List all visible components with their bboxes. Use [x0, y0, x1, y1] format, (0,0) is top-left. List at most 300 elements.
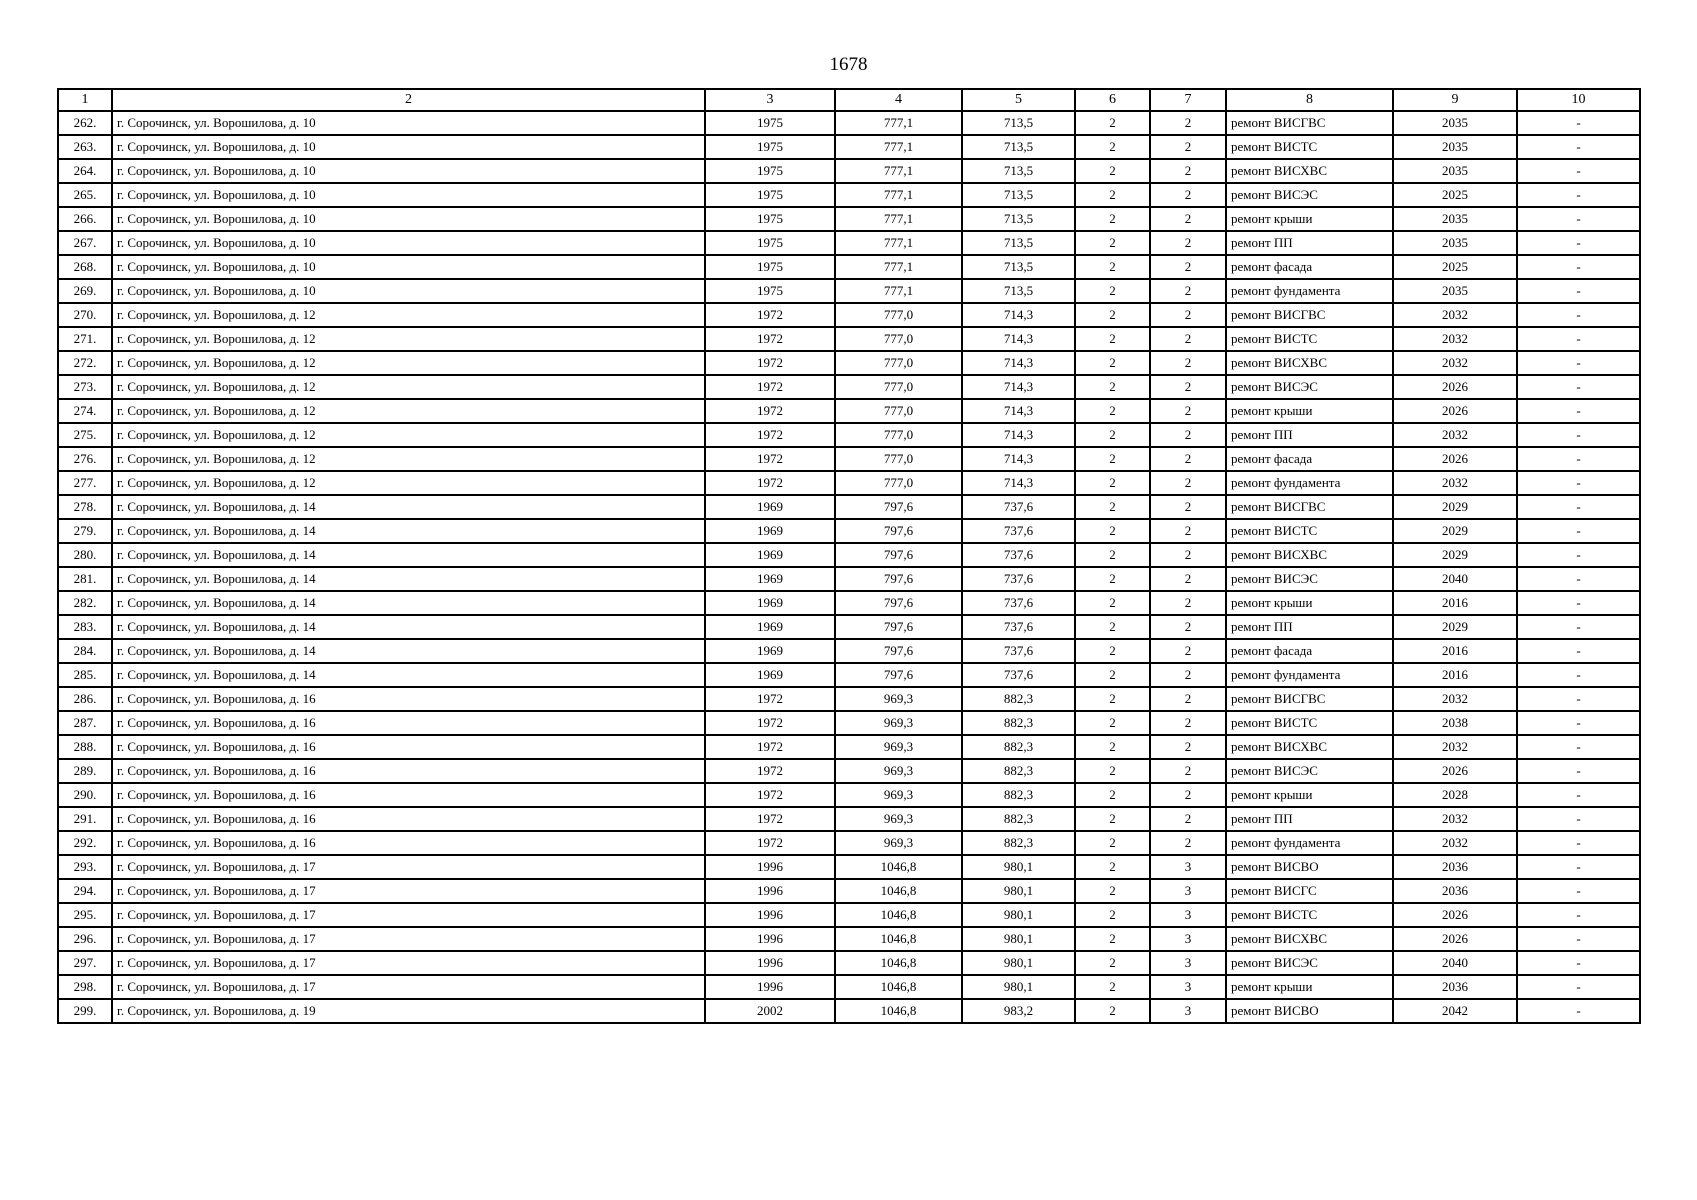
- table-row: [58, 831, 1640, 855]
- cell-col-7: 2: [1150, 351, 1226, 375]
- cell-address: г. Сорочинск, ул. Ворошилова, д. 10: [112, 159, 705, 183]
- table-row: [58, 135, 1640, 159]
- cell-col-10: -: [1517, 279, 1640, 303]
- cell-living-area: 713,5: [962, 255, 1075, 279]
- cell-col-7: 3: [1150, 975, 1226, 999]
- cell-col-10: -: [1517, 903, 1640, 927]
- cell-address: г. Сорочинск, ул. Ворошилова, д. 16: [112, 759, 705, 783]
- cell-total-area: 777,0: [835, 327, 962, 351]
- table-row: [58, 687, 1640, 711]
- cell-total-area: 777,0: [835, 471, 962, 495]
- cell-year-built: 1969: [705, 591, 835, 615]
- cell-living-area: 882,3: [962, 735, 1075, 759]
- table-row: [58, 711, 1640, 735]
- cell-address: г. Сорочинск, ул. Ворошилова, д. 16: [112, 807, 705, 831]
- cell-work-type: ремонт фундамента: [1226, 663, 1393, 687]
- cell-year-planned: 2029: [1393, 495, 1517, 519]
- cell-total-area: 969,3: [835, 735, 962, 759]
- cell-col-6: 2: [1075, 711, 1150, 735]
- cell-row-number: 293.: [58, 855, 112, 879]
- cell-year-planned: 2016: [1393, 663, 1517, 687]
- cell-total-area: 777,0: [835, 399, 962, 423]
- cell-address: г. Сорочинск, ул. Ворошилова, д. 12: [112, 399, 705, 423]
- cell-work-type: ремонт ВИСХВС: [1226, 159, 1393, 183]
- cell-address: г. Сорочинск, ул. Ворошилова, д. 14: [112, 543, 705, 567]
- cell-col-10: -: [1517, 831, 1640, 855]
- cell-work-type: ремонт фасада: [1226, 639, 1393, 663]
- page-number: 1678: [829, 54, 868, 75]
- cell-year-built: 1969: [705, 567, 835, 591]
- cell-total-area: 969,3: [835, 831, 962, 855]
- cell-year-planned: 2042: [1393, 999, 1517, 1023]
- cell-year-built: 1972: [705, 471, 835, 495]
- cell-year-built: 1972: [705, 759, 835, 783]
- cell-col-10: -: [1517, 399, 1640, 423]
- cell-col-6: 2: [1075, 567, 1150, 591]
- cell-work-type: ремонт ВИСХВС: [1226, 735, 1393, 759]
- cell-year-planned: 2029: [1393, 519, 1517, 543]
- cell-row-number: 266.: [58, 207, 112, 231]
- cell-col-6: 2: [1075, 279, 1150, 303]
- cell-year-planned: 2036: [1393, 975, 1517, 999]
- cell-row-number: 290.: [58, 783, 112, 807]
- cell-year-built: 1996: [705, 975, 835, 999]
- table-row: [58, 327, 1640, 351]
- cell-year-planned: 2035: [1393, 111, 1517, 135]
- cell-living-area: 882,3: [962, 711, 1075, 735]
- cell-living-area: 714,3: [962, 471, 1075, 495]
- cell-col-7: 2: [1150, 687, 1226, 711]
- cell-col-10: -: [1517, 135, 1640, 159]
- cell-row-number: 271.: [58, 327, 112, 351]
- cell-col-7: 3: [1150, 999, 1226, 1023]
- cell-work-type: ремонт ПП: [1226, 615, 1393, 639]
- column-header-7: 7: [1150, 89, 1226, 111]
- cell-work-type: ремонт ПП: [1226, 423, 1393, 447]
- cell-total-area: 797,6: [835, 591, 962, 615]
- cell-living-area: 714,3: [962, 303, 1075, 327]
- cell-row-number: 298.: [58, 975, 112, 999]
- cell-address: г. Сорочинск, ул. Ворошилова, д. 14: [112, 567, 705, 591]
- cell-col-10: -: [1517, 855, 1640, 879]
- cell-address: г. Сорочинск, ул. Ворошилова, д. 14: [112, 495, 705, 519]
- cell-living-area: 713,5: [962, 231, 1075, 255]
- cell-year-built: 1996: [705, 855, 835, 879]
- cell-col-7: 2: [1150, 519, 1226, 543]
- cell-col-6: 2: [1075, 207, 1150, 231]
- table-row: [58, 183, 1640, 207]
- column-header-2: 2: [112, 89, 705, 111]
- cell-total-area: 969,3: [835, 711, 962, 735]
- cell-work-type: ремонт крыши: [1226, 591, 1393, 615]
- cell-year-planned: 2035: [1393, 231, 1517, 255]
- cell-living-area: 737,6: [962, 519, 1075, 543]
- cell-work-type: ремонт крыши: [1226, 207, 1393, 231]
- cell-living-area: 714,3: [962, 423, 1075, 447]
- cell-year-built: 1972: [705, 447, 835, 471]
- header-row: [58, 89, 1640, 111]
- table-row: [58, 951, 1640, 975]
- cell-col-10: -: [1517, 327, 1640, 351]
- cell-col-6: 2: [1075, 615, 1150, 639]
- cell-address: г. Сорочинск, ул. Ворошилова, д. 12: [112, 303, 705, 327]
- cell-total-area: 969,3: [835, 759, 962, 783]
- cell-col-10: -: [1517, 231, 1640, 255]
- cell-col-7: 2: [1150, 399, 1226, 423]
- cell-col-10: -: [1517, 303, 1640, 327]
- table-row: [58, 639, 1640, 663]
- cell-total-area: 777,0: [835, 375, 962, 399]
- cell-total-area: 777,1: [835, 279, 962, 303]
- cell-address: г. Сорочинск, ул. Ворошилова, д. 17: [112, 951, 705, 975]
- cell-col-10: -: [1517, 735, 1640, 759]
- cell-total-area: 797,6: [835, 567, 962, 591]
- cell-work-type: ремонт фундамента: [1226, 471, 1393, 495]
- cell-work-type: ремонт ВИСХВС: [1226, 927, 1393, 951]
- column-header-5: 5: [962, 89, 1075, 111]
- cell-row-number: 262.: [58, 111, 112, 135]
- cell-living-area: 980,1: [962, 855, 1075, 879]
- cell-col-6: 2: [1075, 135, 1150, 159]
- cell-col-6: 2: [1075, 303, 1150, 327]
- cell-col-10: -: [1517, 519, 1640, 543]
- table-row: [58, 495, 1640, 519]
- cell-address: г. Сорочинск, ул. Ворошилова, д. 10: [112, 111, 705, 135]
- cell-year-planned: 2036: [1393, 855, 1517, 879]
- cell-year-planned: 2038: [1393, 711, 1517, 735]
- data-table: [57, 88, 1641, 1024]
- cell-col-7: 3: [1150, 903, 1226, 927]
- cell-living-area: 737,6: [962, 495, 1075, 519]
- cell-total-area: 1046,8: [835, 879, 962, 903]
- cell-col-7: 2: [1150, 207, 1226, 231]
- table-row: [58, 759, 1640, 783]
- table-row: [58, 231, 1640, 255]
- cell-living-area: 882,3: [962, 783, 1075, 807]
- cell-col-10: -: [1517, 663, 1640, 687]
- cell-col-10: -: [1517, 111, 1640, 135]
- cell-address: г. Сорочинск, ул. Ворошилова, д. 19: [112, 999, 705, 1023]
- cell-row-number: 268.: [58, 255, 112, 279]
- cell-col-7: 2: [1150, 303, 1226, 327]
- cell-year-built: 1969: [705, 543, 835, 567]
- cell-col-6: 2: [1075, 639, 1150, 663]
- cell-col-10: -: [1517, 471, 1640, 495]
- cell-work-type: ремонт ВИСХВС: [1226, 351, 1393, 375]
- cell-year-planned: 2029: [1393, 615, 1517, 639]
- cell-row-number: 276.: [58, 447, 112, 471]
- cell-row-number: 285.: [58, 663, 112, 687]
- table-row: [58, 879, 1640, 903]
- cell-col-6: 2: [1075, 111, 1150, 135]
- cell-living-area: 713,5: [962, 207, 1075, 231]
- cell-total-area: 777,0: [835, 447, 962, 471]
- table-row: [58, 735, 1640, 759]
- cell-row-number: 264.: [58, 159, 112, 183]
- cell-row-number: 281.: [58, 567, 112, 591]
- cell-work-type: ремонт ВИСГВС: [1226, 111, 1393, 135]
- cell-col-10: -: [1517, 567, 1640, 591]
- cell-work-type: ремонт крыши: [1226, 783, 1393, 807]
- column-header-3: 3: [705, 89, 835, 111]
- cell-address: г. Сорочинск, ул. Ворошилова, д. 10: [112, 279, 705, 303]
- cell-total-area: 797,6: [835, 639, 962, 663]
- cell-row-number: 278.: [58, 495, 112, 519]
- cell-work-type: ремонт ВИСХВС: [1226, 543, 1393, 567]
- cell-living-area: 980,1: [962, 975, 1075, 999]
- cell-row-number: 272.: [58, 351, 112, 375]
- cell-col-10: -: [1517, 807, 1640, 831]
- cell-address: г. Сорочинск, ул. Ворошилова, д. 10: [112, 207, 705, 231]
- cell-work-type: ремонт ВИСЭС: [1226, 567, 1393, 591]
- cell-living-area: 713,5: [962, 111, 1075, 135]
- cell-year-planned: 2040: [1393, 567, 1517, 591]
- cell-year-built: 1975: [705, 207, 835, 231]
- cell-year-planned: 2026: [1393, 399, 1517, 423]
- cell-row-number: 263.: [58, 135, 112, 159]
- cell-year-built: 1972: [705, 399, 835, 423]
- cell-work-type: ремонт ВИСВО: [1226, 999, 1393, 1023]
- cell-total-area: 797,6: [835, 615, 962, 639]
- cell-col-10: -: [1517, 687, 1640, 711]
- cell-year-planned: 2032: [1393, 735, 1517, 759]
- cell-year-planned: 2032: [1393, 831, 1517, 855]
- cell-col-6: 2: [1075, 735, 1150, 759]
- cell-year-planned: 2016: [1393, 591, 1517, 615]
- cell-year-built: 1972: [705, 735, 835, 759]
- cell-year-built: 1972: [705, 351, 835, 375]
- table-row: [58, 543, 1640, 567]
- cell-col-7: 2: [1150, 783, 1226, 807]
- cell-col-6: 2: [1075, 783, 1150, 807]
- cell-total-area: 969,3: [835, 783, 962, 807]
- cell-work-type: ремонт ПП: [1226, 231, 1393, 255]
- cell-row-number: 267.: [58, 231, 112, 255]
- table-row: [58, 423, 1640, 447]
- cell-col-7: 2: [1150, 831, 1226, 855]
- cell-row-number: 274.: [58, 399, 112, 423]
- cell-col-6: 2: [1075, 903, 1150, 927]
- cell-row-number: 273.: [58, 375, 112, 399]
- cell-row-number: 265.: [58, 183, 112, 207]
- cell-year-planned: 2016: [1393, 639, 1517, 663]
- table-row: [58, 471, 1640, 495]
- cell-address: г. Сорочинск, ул. Ворошилова, д. 17: [112, 975, 705, 999]
- cell-living-area: 714,3: [962, 351, 1075, 375]
- cell-work-type: ремонт ВИСТС: [1226, 519, 1393, 543]
- cell-year-built: 1972: [705, 807, 835, 831]
- cell-row-number: 275.: [58, 423, 112, 447]
- cell-col-6: 2: [1075, 759, 1150, 783]
- cell-col-6: 2: [1075, 927, 1150, 951]
- cell-col-10: -: [1517, 879, 1640, 903]
- cell-address: г. Сорочинск, ул. Ворошилова, д. 12: [112, 471, 705, 495]
- cell-year-planned: 2035: [1393, 207, 1517, 231]
- cell-address: г. Сорочинск, ул. Ворошилова, д. 12: [112, 447, 705, 471]
- cell-col-10: -: [1517, 951, 1640, 975]
- cell-total-area: 1046,8: [835, 903, 962, 927]
- cell-address: г. Сорочинск, ул. Ворошилова, д. 17: [112, 903, 705, 927]
- table-row: [58, 903, 1640, 927]
- cell-col-6: 2: [1075, 159, 1150, 183]
- cell-col-7: 2: [1150, 639, 1226, 663]
- cell-work-type: ремонт ВИСГС: [1226, 879, 1393, 903]
- cell-total-area: 777,1: [835, 255, 962, 279]
- cell-work-type: ремонт фасада: [1226, 447, 1393, 471]
- cell-total-area: 969,3: [835, 687, 962, 711]
- cell-col-7: 2: [1150, 135, 1226, 159]
- cell-col-7: 2: [1150, 423, 1226, 447]
- cell-year-built: 1996: [705, 903, 835, 927]
- cell-total-area: 777,1: [835, 231, 962, 255]
- cell-total-area: 777,0: [835, 423, 962, 447]
- cell-year-planned: 2026: [1393, 375, 1517, 399]
- cell-col-7: 2: [1150, 375, 1226, 399]
- cell-total-area: 1046,8: [835, 855, 962, 879]
- table-row: [58, 855, 1640, 879]
- cell-year-built: 1996: [705, 927, 835, 951]
- cell-col-7: 2: [1150, 471, 1226, 495]
- cell-work-type: ремонт ВИСТС: [1226, 903, 1393, 927]
- cell-total-area: 777,0: [835, 351, 962, 375]
- cell-col-7: 2: [1150, 279, 1226, 303]
- cell-work-type: ремонт ВИСТС: [1226, 711, 1393, 735]
- cell-living-area: 737,6: [962, 615, 1075, 639]
- cell-year-built: 1972: [705, 327, 835, 351]
- cell-address: г. Сорочинск, ул. Ворошилова, д. 12: [112, 423, 705, 447]
- cell-year-planned: 2035: [1393, 279, 1517, 303]
- cell-living-area: 983,2: [962, 999, 1075, 1023]
- cell-address: г. Сорочинск, ул. Ворошилова, д. 10: [112, 183, 705, 207]
- cell-work-type: ремонт ВИСЭС: [1226, 759, 1393, 783]
- table-row: [58, 567, 1640, 591]
- cell-total-area: 797,6: [835, 663, 962, 687]
- cell-address: г. Сорочинск, ул. Ворошилова, д. 17: [112, 927, 705, 951]
- cell-work-type: ремонт крыши: [1226, 399, 1393, 423]
- cell-col-10: -: [1517, 783, 1640, 807]
- cell-year-planned: 2032: [1393, 303, 1517, 327]
- table-row: [58, 351, 1640, 375]
- cell-row-number: 279.: [58, 519, 112, 543]
- cell-col-7: 2: [1150, 255, 1226, 279]
- cell-row-number: 283.: [58, 615, 112, 639]
- cell-col-6: 2: [1075, 999, 1150, 1023]
- cell-total-area: 797,6: [835, 495, 962, 519]
- cell-living-area: 737,6: [962, 591, 1075, 615]
- cell-row-number: 284.: [58, 639, 112, 663]
- cell-col-7: 2: [1150, 615, 1226, 639]
- cell-col-6: 2: [1075, 423, 1150, 447]
- cell-col-10: -: [1517, 183, 1640, 207]
- cell-col-6: 2: [1075, 975, 1150, 999]
- table-row: [58, 807, 1640, 831]
- cell-year-built: 1975: [705, 183, 835, 207]
- cell-address: г. Сорочинск, ул. Ворошилова, д. 14: [112, 639, 705, 663]
- cell-total-area: 777,1: [835, 159, 962, 183]
- cell-address: г. Сорочинск, ул. Ворошилова, д. 10: [112, 231, 705, 255]
- cell-total-area: 1046,8: [835, 999, 962, 1023]
- cell-row-number: 288.: [58, 735, 112, 759]
- cell-col-6: 2: [1075, 375, 1150, 399]
- cell-col-10: -: [1517, 207, 1640, 231]
- cell-address: г. Сорочинск, ул. Ворошилова, д. 10: [112, 135, 705, 159]
- cell-col-6: 2: [1075, 687, 1150, 711]
- cell-work-type: ремонт ВИСЭС: [1226, 951, 1393, 975]
- cell-year-built: 1972: [705, 783, 835, 807]
- cell-year-built: 1996: [705, 879, 835, 903]
- cell-total-area: 1046,8: [835, 927, 962, 951]
- cell-row-number: 295.: [58, 903, 112, 927]
- cell-col-10: -: [1517, 255, 1640, 279]
- table-row: [58, 927, 1640, 951]
- cell-address: г. Сорочинск, ул. Ворошилова, д. 16: [112, 711, 705, 735]
- cell-year-planned: 2032: [1393, 807, 1517, 831]
- table-row: [58, 111, 1640, 135]
- cell-col-10: -: [1517, 591, 1640, 615]
- cell-year-built: 1975: [705, 111, 835, 135]
- cell-work-type: ремонт фасада: [1226, 255, 1393, 279]
- cell-living-area: 737,6: [962, 639, 1075, 663]
- cell-year-planned: 2025: [1393, 255, 1517, 279]
- cell-year-planned: 2032: [1393, 687, 1517, 711]
- cell-col-7: 3: [1150, 927, 1226, 951]
- cell-work-type: ремонт ВИСВО: [1226, 855, 1393, 879]
- cell-total-area: 1046,8: [835, 975, 962, 999]
- cell-address: г. Сорочинск, ул. Ворошилова, д. 17: [112, 855, 705, 879]
- cell-address: г. Сорочинск, ул. Ворошилова, д. 12: [112, 375, 705, 399]
- cell-col-6: 2: [1075, 663, 1150, 687]
- cell-row-number: 286.: [58, 687, 112, 711]
- column-header-10: 10: [1517, 89, 1640, 111]
- cell-col-10: -: [1517, 639, 1640, 663]
- cell-year-built: 1975: [705, 135, 835, 159]
- table-row: [58, 783, 1640, 807]
- cell-year-built: 1969: [705, 615, 835, 639]
- cell-work-type: ремонт крыши: [1226, 975, 1393, 999]
- table-row: [58, 375, 1640, 399]
- column-header-4: 4: [835, 89, 962, 111]
- table-row: [58, 663, 1640, 687]
- cell-year-planned: 2026: [1393, 927, 1517, 951]
- table-row: [58, 303, 1640, 327]
- cell-address: г. Сорочинск, ул. Ворошилова, д. 14: [112, 615, 705, 639]
- cell-work-type: ремонт ПП: [1226, 807, 1393, 831]
- table-row: [58, 975, 1640, 999]
- cell-year-planned: 2032: [1393, 423, 1517, 447]
- cell-address: г. Сорочинск, ул. Ворошилова, д. 17: [112, 879, 705, 903]
- cell-work-type: ремонт ВИСГВС: [1226, 495, 1393, 519]
- cell-year-built: 1996: [705, 951, 835, 975]
- cell-row-number: 287.: [58, 711, 112, 735]
- table-row: [58, 279, 1640, 303]
- cell-col-10: -: [1517, 375, 1640, 399]
- cell-col-6: 2: [1075, 519, 1150, 543]
- cell-living-area: 713,5: [962, 159, 1075, 183]
- cell-year-planned: 2032: [1393, 351, 1517, 375]
- cell-year-built: 1969: [705, 639, 835, 663]
- cell-living-area: 714,3: [962, 327, 1075, 351]
- cell-row-number: 296.: [58, 927, 112, 951]
- cell-year-built: 1969: [705, 519, 835, 543]
- table-row: [58, 159, 1640, 183]
- cell-total-area: 797,6: [835, 543, 962, 567]
- cell-living-area: 713,5: [962, 135, 1075, 159]
- cell-living-area: 737,6: [962, 663, 1075, 687]
- cell-year-built: 1975: [705, 255, 835, 279]
- cell-year-planned: 2029: [1393, 543, 1517, 567]
- cell-col-6: 2: [1075, 591, 1150, 615]
- cell-living-area: 713,5: [962, 279, 1075, 303]
